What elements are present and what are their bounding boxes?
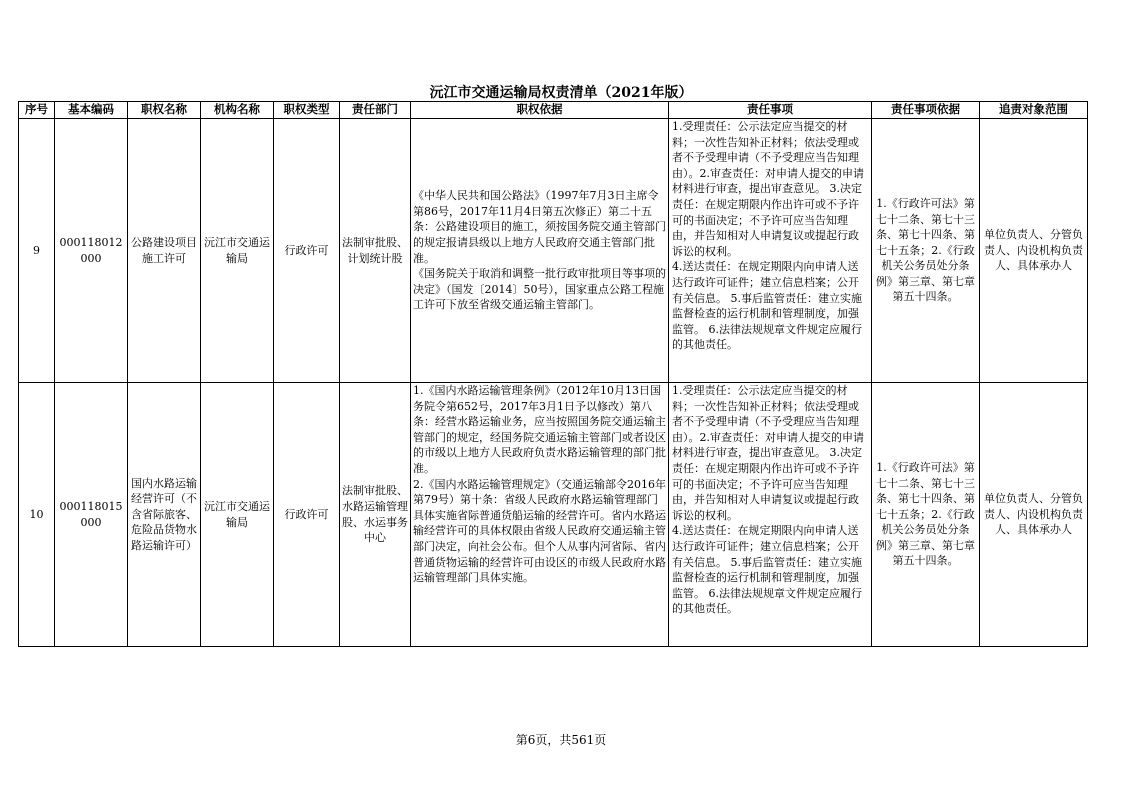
cell-resp: 1.受理责任：公示法定应当提交的材料；一次性告知补正材料；依法受理或者不予受理申请（不予受理应当告知理由）。2.审查责任：对申请人提交的申请材料进行审查，提出审查意见。 3.决定责任：在规定期限内作出许可或不予许可的书面决定；不予许可应当告知理由，并告知相对人申请复议或提起行政诉讼的权利。 4.送达责任：在规定期限内向申请人送达行政许可证件；建立信息档案；公开有关信息。 5.事后监管责任：建立实施监督检查的运行机制和管理制度，加强监管。 6.法律法规规章文件规定应履行的其他责任。 [672,384,864,616]
page-footer: 第6页，共561页 [515,733,607,747]
cell-name: 公路建设项目施工许可 [128,119,201,383]
table-row [19,383,1088,647]
cell-basis: 《中华人民共和国公路法》（1997年7月3日主席令第86号，2017年11月4日第五次修正）第二十五条：公路建设项目的施工，须按国务院交通主管部门的规定报请县级以上地方人民政府交通主管部门批准。 《国务院关于取消和调整一批行政审批项目等事项的决定》（国发〔2014〕50号），国家重点公路工程施工许可下放至省级交通运输主管部门。 [411,119,669,383]
header-scope: 追责对象范围 [980,102,1088,119]
table-row [19,119,1088,383]
page-title: 沅江市交通运输局权责清单（2021年版） [429,85,693,101]
cell-resp-basis: 1.《行政许可法》第七十二条、第七十三条、第七十四条、第七十五条；2.《行政机关公务员处分条例》第三章、第七章第五十四条。 [872,119,980,383]
header-basis: 职权依据 [411,102,669,119]
header-dept: 责任部门 [340,102,411,119]
cell-scope: 单位负责人、分管负责人、内设机构负责人、具体承办人 [980,383,1088,647]
header-type: 职权类型 [274,102,340,119]
cell-type: 行政许可 [274,119,340,383]
table-header-row [19,102,1088,119]
header-resp-basis: 责任事项依据 [872,102,980,119]
header-resp: 责任事项 [669,102,872,119]
header-code: 基本编码 [55,102,128,119]
responsibility-table [18,101,1088,647]
cell-code: 000118015000 [55,383,128,647]
cell-basis: 1.《国内水路运输管理条例》（2012年10月13日国务院令第652号，2017年3月1日予以修改）第八条：经营水路运输业务，应当按照国务院交通运输主管部门的规定，经国务院交通运输主管部门或者设区的市级以上地方人民政府负责水路运输管理的部门批准。 2.《国内水路运输管理规定》（交通运输部令2016年第79号）第十条：省级人民政府水路运输管理部门具体实施省际普通货船运输的经营许可。省内水路运输经营许可的具体权限由省级人民政府交通运输主管部门决定，向社会公布。但个人从事内河省际、省内普通货物运输的经营许可由设区的市级人民政府水路运输管理部门具体实施。 [411,383,669,647]
cell-org: 沅江市交通运输局 [201,119,274,383]
cell-resp-basis: 1.《行政许可法》第七十二条、第七十三条、第七十四条、第七十五条；2.《行政机关公务员处分条例》第三章、第七章第五十四条。 [872,383,980,647]
cell-seq: 10 [19,383,55,647]
cell-name: 国内水路运输经营许可（不含省际旅客、危险品货物水路运输许可） [128,383,201,647]
cell-dept: 法制审批股、水路运输管理股、水运事务中心 [340,383,411,647]
header-org: 机构名称 [201,102,274,119]
cell-resp: 1.受理责任：公示法定应当提交的材料；一次性告知补正材料；依法受理或者不予受理申请（不予受理应当告知理由）。2.审查责任：对申请人提交的申请材料进行审查，提出审查意见。 3.决定责任：在规定期限内作出许可或不予许可的书面决定；不予许可应当告知理由，并告知相对人申请复议或提起行政诉讼的权利。 4.送达责任：在规定期限内向申请人送达行政许可证件；建立信息档案；公开有关信息。 5.事后监管责任：建立实施监督检查的运行机制和管理制度，加强监管。 6.法律法规规章文件规定应履行的其他责任。 [672,120,864,352]
cell-scope: 单位负责人、分管负责人、内设机构负责人、具体承办人 [980,119,1088,383]
header-seq: 序号 [19,102,55,119]
cell-dept: 法制审批股、计划统计股 [340,119,411,383]
cell-seq: 9 [19,119,55,383]
header-name: 职权名称 [128,102,201,119]
cell-org: 沅江市交通运输局 [201,383,274,647]
cell-code: 000118012000 [55,119,128,383]
cell-type: 行政许可 [274,383,340,647]
